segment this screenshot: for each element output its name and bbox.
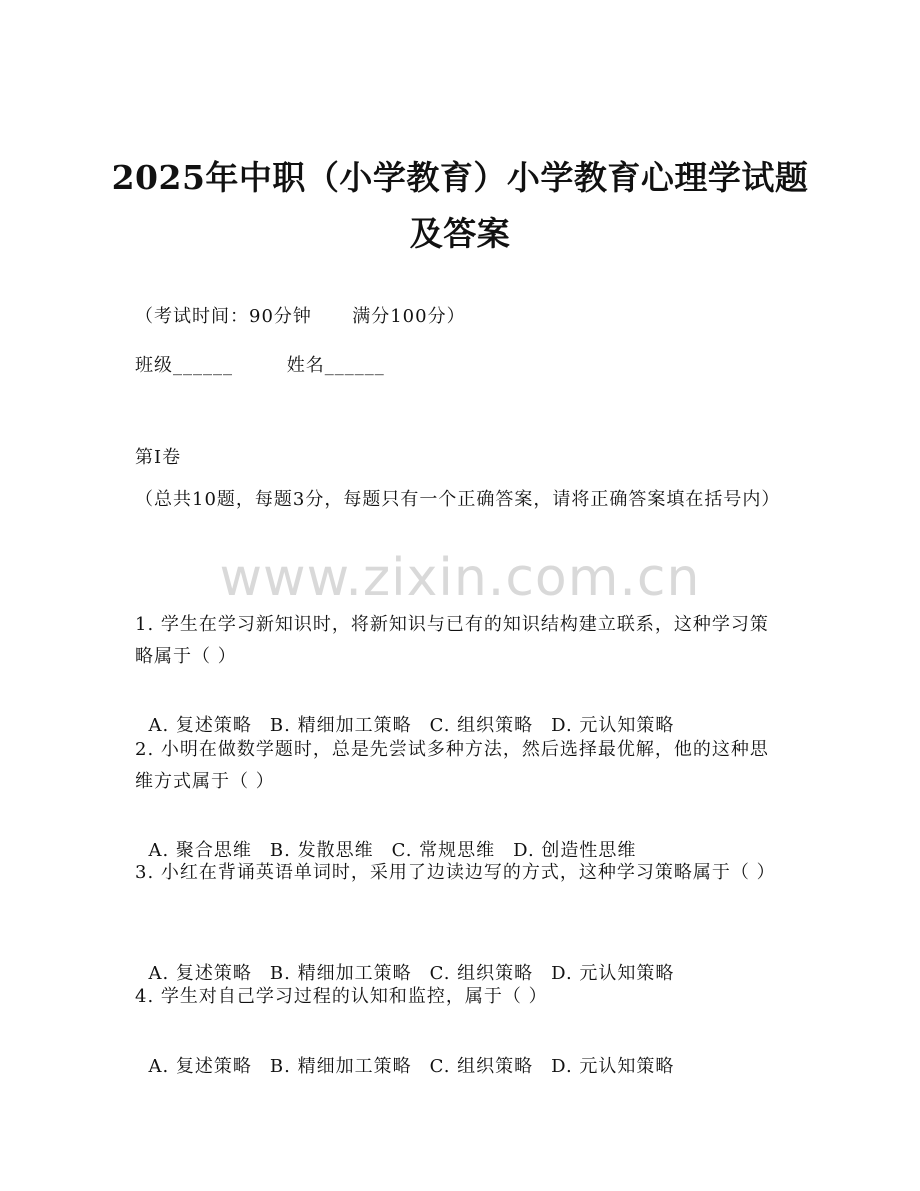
option-a: A. 复述策略: [148, 715, 252, 736]
section-label: 第I卷: [135, 447, 182, 468]
exam-info: （考试时间：90分钟 满分100分）: [135, 306, 466, 327]
option-c: C. 组织策略: [429, 715, 534, 736]
option-b: B. 精细加工策略: [269, 1056, 412, 1077]
option-d: D. 元认知策略: [551, 963, 675, 984]
option-d: D. 创造性思维: [513, 840, 637, 861]
question-2-options: [135, 815, 654, 862]
option-a: A. 聚合思维: [148, 840, 252, 861]
question-1: 1. 学生在学习新知识时，将新知识与已有的知识结构建立联系，这种学习策略属于（ ）: [135, 614, 769, 667]
question-4-options: [135, 1031, 692, 1078]
class-name-line: 班级______ 姓名______: [135, 355, 385, 376]
question-4: 4. 学生对自己学习过程的认知和监控，属于（ ）: [135, 986, 548, 1007]
document-title: 2025年中职（小学教育）小学教育心理学试题及答案: [111, 158, 809, 253]
option-a: A. 复述策略: [148, 963, 252, 984]
section-instructions: （总共10题，每题3分，每题只有一个正确答案，请将正确答案填在括号内）: [135, 489, 781, 510]
option-b: B. 精细加工策略: [269, 715, 412, 736]
option-d: D. 元认知策略: [551, 1056, 675, 1077]
option-b: B. 精细加工策略: [269, 963, 412, 984]
option-d: D. 元认知策略: [551, 715, 675, 736]
option-a: A. 复述策略: [148, 1056, 252, 1077]
question-2: 2. 小明在做数学题时，总是先尝试多种方法，然后选择最优解，他的这种思维方式属于（ ）: [135, 739, 769, 792]
question-1-options: [135, 690, 692, 737]
option-c: C. 常规思维: [391, 840, 496, 861]
question-3-options: [135, 938, 692, 985]
option-c: C. 组织策略: [429, 1056, 534, 1077]
option-b: B. 发散思维: [269, 840, 374, 861]
watermark: www.zixin.com.cn: [219, 548, 701, 608]
question-3: 3. 小红在背诵英语单词时，采用了边读边写的方式，这种学习策略属于（ ）: [135, 862, 776, 883]
option-c: C. 组织策略: [429, 963, 534, 984]
